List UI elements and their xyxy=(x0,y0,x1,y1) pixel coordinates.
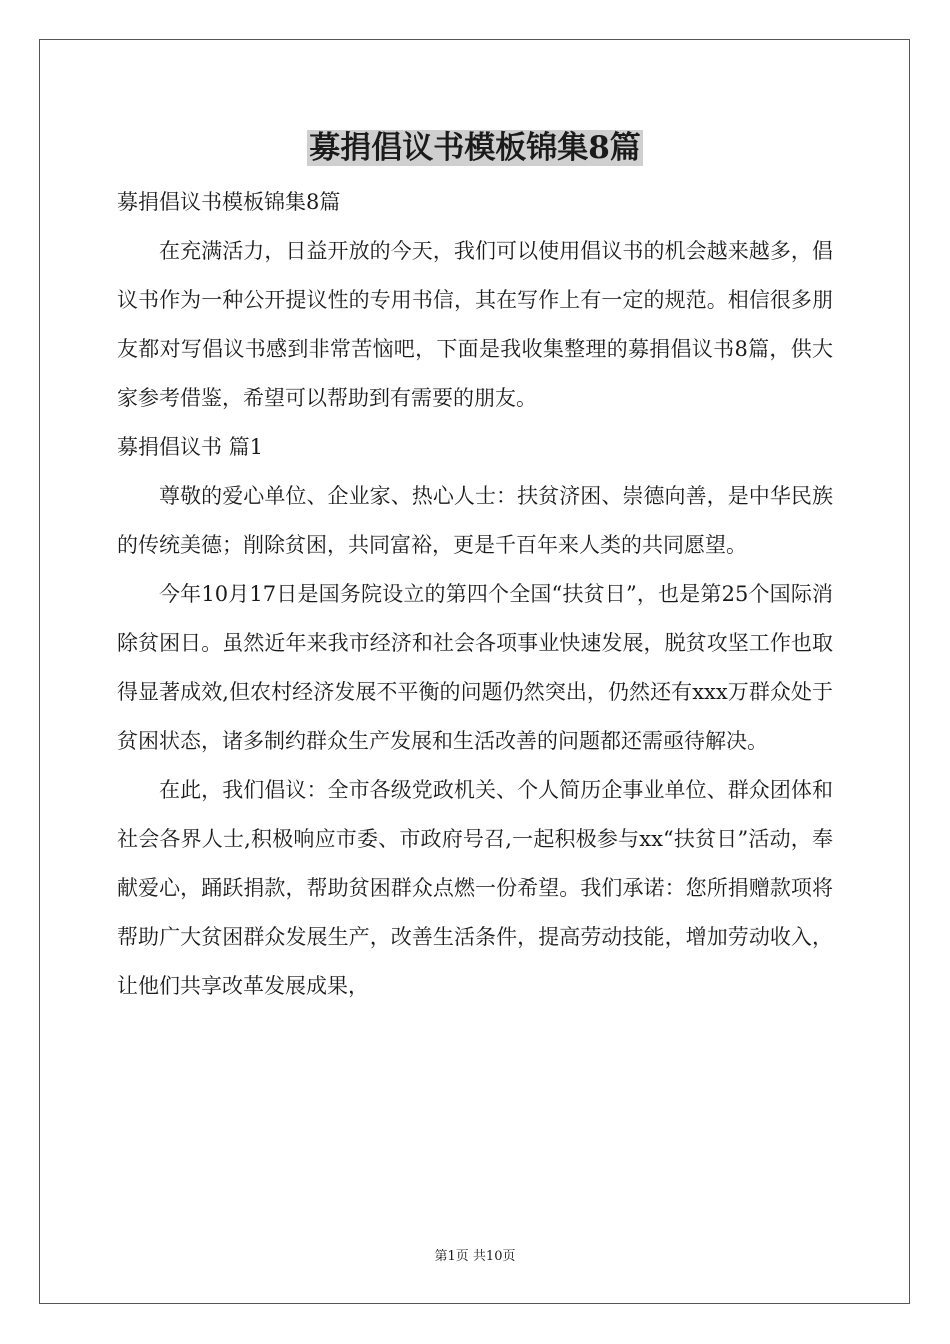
document-body xyxy=(117,178,833,1011)
body-paragraph: 今年10月17日是国务院设立的第四个全国“扶贫日”，也是第25个国际消除贫困日。虽然近年来我市经济和社会各项事业快速发展，脱贫攻坚工作也取得显著成效,但农村经济发展不平衡的问题仍然突出，仍然还有xxx万群众处于贫困状态，诸多制约群众生产发展和生活改善的问题都还需亟待解决。 xyxy=(117,582,833,753)
page-footer: 第1页 共10页 xyxy=(434,1249,516,1264)
section-heading: 募捐倡议书 篇1 xyxy=(117,435,264,459)
intro-paragraph: 在充满活力，日益开放的今天，我们可以使用倡议书的机会越来越多，倡议书作为一种公开提议性的专用书信，其在写作上有一定的规范。相信很多朋友都对写倡议书感到非常苦恼吧，下面是我收集整理的募捐倡议书8篇，供大家参考借鉴，希望可以帮助到有需要的朋友。 xyxy=(117,239,833,410)
document-title xyxy=(0,126,950,170)
body-paragraph: 在此，我们倡议：全市各级党政机关、个人简历企事业单位、群众团体和社会各界人士,积极响应市委、市政府号召,一起积极参与xx“扶贫日”活动，奉献爱心，踊跃捐款，帮助贫困群众点燃一份希望。我们承诺：您所捐赠款项将帮助广大贫困群众发展生产，改善生活条件，提高劳动技能，增加劳动收入，让他们共享改革发展成果， xyxy=(117,778,833,998)
document-title-text: 募捐倡议书模板锦集8篇 xyxy=(309,130,641,166)
body-paragraph: 尊敬的爱心单位、企业家、热心人士：扶贫济困、崇德向善，是中华民族的传统美德；削除贫困，共同富裕，更是千百年来人类的共同愿望。 xyxy=(117,484,833,557)
subtitle-line: 募捐倡议书模板锦集8篇 xyxy=(117,190,341,214)
